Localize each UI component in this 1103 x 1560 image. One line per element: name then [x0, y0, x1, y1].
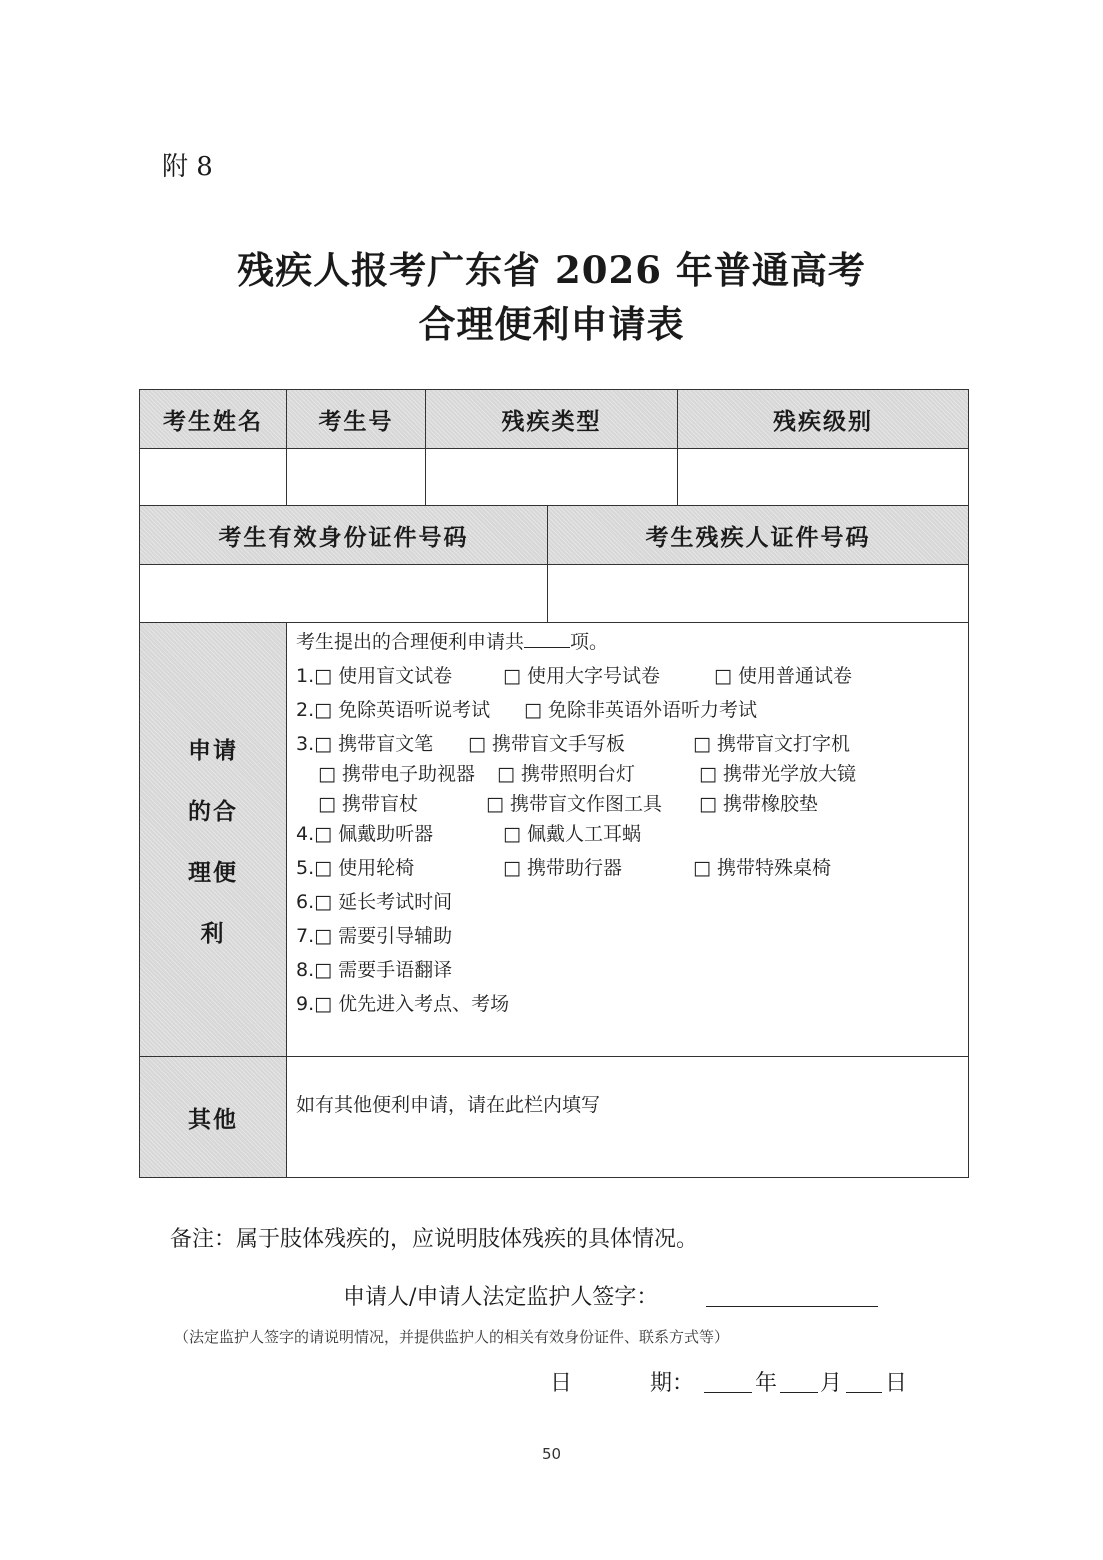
option-checkbox-guidance-assistance[interactable]: 7.□ 需要引导辅助 [296, 925, 453, 947]
option-line [296, 853, 966, 887]
header-disability-certificate-number: 考生残疾人证件号码 [548, 506, 968, 565]
student-name-field[interactable] [140, 449, 287, 506]
request-count-blank[interactable] [524, 629, 570, 648]
option-line [296, 661, 966, 695]
option-line [296, 729, 966, 759]
option-line [296, 819, 966, 853]
option-checkbox-hearing-aid[interactable]: 4.□ 佩戴助听器 [296, 823, 434, 845]
option-line [296, 789, 966, 819]
header-disability-type: 残疾类型 [426, 390, 678, 449]
option-line [296, 955, 966, 989]
year-blank[interactable] [704, 1392, 752, 1393]
option-checkbox-sign-language[interactable]: 8.□ 需要手语翻译 [296, 959, 453, 981]
other-request-hint: 如有其他便利申请，请在此栏内填写 [296, 1094, 601, 1116]
document-title-line-1: 残疾人报考广东省 2026 年普通高考 [237, 248, 866, 292]
header-id-card-number: 考生有效身份证件号码 [140, 506, 548, 565]
option-checkbox-cochlear-implant[interactable]: □ 佩戴人工耳蜗 [503, 823, 641, 845]
date-label-2: 期： [650, 1371, 695, 1396]
request-count-prefix: 考生提出的合理便利申请共 [296, 631, 525, 653]
accommodation-label-line: 理便 [188, 858, 238, 886]
other-section-label: 其他 [140, 1057, 287, 1177]
option-line [296, 921, 966, 955]
header-student-name: 考生姓名 [140, 390, 287, 449]
option-checkbox-regular-paper[interactable]: □ 使用普通试卷 [714, 665, 852, 687]
signature-line[interactable] [706, 1306, 878, 1307]
option-checkbox-braille-paper[interactable]: 1.□ 使用盲文试卷 [296, 665, 453, 687]
accommodation-section-label [140, 623, 287, 1057]
accommodation-options [296, 627, 966, 1023]
day-label: 日 [885, 1371, 908, 1396]
year-label: 年 [755, 1371, 778, 1396]
option-checkbox-rubber-mat[interactable]: □ 携带橡胶垫 [699, 793, 818, 815]
option-checkbox-large-print-paper[interactable]: □ 使用大字号试卷 [503, 665, 660, 687]
month-label: 月 [820, 1371, 843, 1396]
accommodation-label-line: 利 [200, 919, 226, 947]
id-card-number-field[interactable] [140, 565, 548, 623]
request-count-suffix: 项。 [570, 631, 609, 653]
option-checkbox-special-desk-chair[interactable]: □ 携带特殊桌椅 [693, 857, 831, 879]
option-checkbox-braille-writing-board[interactable]: □ 携带盲文手写板 [468, 733, 625, 755]
option-checkbox-extended-time[interactable]: 6.□ 延长考试时间 [296, 891, 453, 913]
option-checkbox-lighting-lamp[interactable]: □ 携带照明台灯 [497, 763, 635, 785]
document-title-line-2: 合理便利申请表 [418, 302, 685, 346]
option-checkbox-walker[interactable]: □ 携带助行器 [503, 857, 622, 879]
signature-label: 申请人/申请人法定监护人签字： [343, 1285, 659, 1310]
page-number: 50 [541, 1445, 562, 1463]
option-checkbox-braille-drawing-tools[interactable]: □ 携带盲文作图工具 [486, 793, 662, 815]
accommodation-label-line: 的合 [188, 797, 238, 825]
option-checkbox-white-cane[interactable]: □ 携带盲杖 [318, 793, 418, 815]
disability-type-field[interactable] [426, 449, 678, 506]
option-checkbox-exempt-english-listening[interactable]: 2.□ 免除英语听说考试 [296, 699, 491, 721]
other-request-field[interactable] [287, 1057, 968, 1177]
disability-level-field[interactable] [678, 449, 968, 506]
disability-certificate-number-field[interactable] [548, 565, 968, 623]
option-checkbox-electronic-magnifier[interactable]: □ 携带电子助视器 [318, 763, 475, 785]
option-checkbox-exempt-foreign-listening[interactable]: □ 免除非英语外语听力考试 [524, 699, 757, 721]
month-blank[interactable] [780, 1392, 818, 1393]
date-label-1: 日 [550, 1371, 573, 1396]
day-blank[interactable] [846, 1392, 882, 1393]
option-checkbox-braille-pen[interactable]: 3.□ 携带盲文笔 [296, 733, 434, 755]
request-count-line [296, 627, 966, 661]
student-number-field[interactable] [287, 449, 426, 506]
option-checkbox-braille-typewriter[interactable]: □ 携带盲文打字机 [693, 733, 850, 755]
option-checkbox-wheelchair[interactable]: 5.□ 使用轮椅 [296, 857, 415, 879]
header-disability-level: 残疾级别 [678, 390, 968, 449]
attachment-label: 附 8 [162, 152, 213, 182]
option-line [296, 989, 966, 1023]
option-line [296, 887, 966, 921]
header-student-number: 考生号 [287, 390, 426, 449]
option-line [296, 759, 966, 789]
accommodation-label-line: 申请 [188, 736, 238, 764]
option-line [296, 695, 966, 729]
option-checkbox-priority-entry[interactable]: 9.□ 优先进入考点、考场 [296, 993, 510, 1015]
remarks-note: 备注：属于肢体残疾的，应说明肢体残疾的具体情况。 [170, 1227, 699, 1252]
option-checkbox-optical-magnifier[interactable]: □ 携带光学放大镜 [699, 763, 856, 785]
signature-hint: （法定监护人签字的请说明情况，并提供监护人的相关有效身份证件、联系方式等） [174, 1328, 730, 1346]
